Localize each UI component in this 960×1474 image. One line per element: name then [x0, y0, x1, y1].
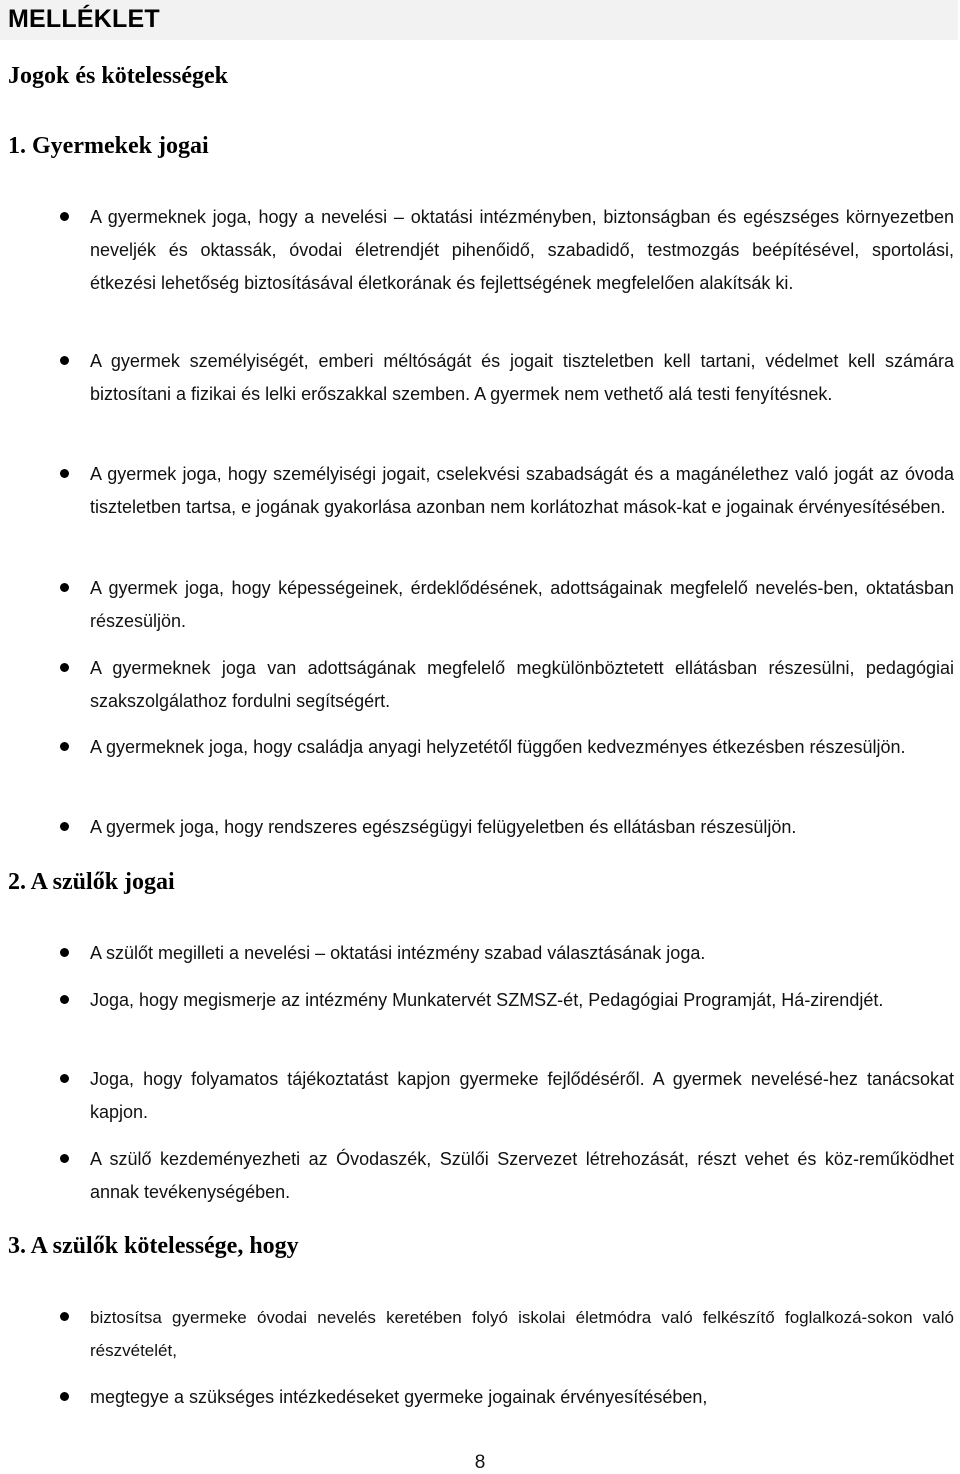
list-item: Joga, hogy megismerje az intézmény Munkatervét SZMSZ-ét, Pedagógiai Programját, Há-zirendjét.: [90, 984, 954, 1017]
list-item: biztosítsa gyermeke óvodai nevelés keretében folyó iskolai életmódra való felkészítő foglalkozá-sokon való részvételét,: [90, 1301, 954, 1367]
bullet-icon: [60, 948, 69, 957]
bullet-icon: [60, 1312, 69, 1321]
list-item: A gyermeknek joga van adottságának megfelelő megkülönböztetett ellátásban részesülni, pedagógiai szakszolgálathoz fordulni segítségért.: [90, 652, 954, 718]
list-item: A gyermek joga, hogy személyiségi jogait, cselekvési szabadságát és a magánélethez való jogát az óvoda tiszteletben tartsa, e jogának gyakorlása azonban nem korlátozhat mások-kat e jogainak érvényesítésében.: [90, 458, 954, 524]
bullet-icon: [60, 822, 69, 831]
list-item: A szülőt megilleti a nevelési – oktatási intézmény szabad választásának joga.: [90, 937, 954, 970]
list-item: Joga, hogy folyamatos tájékoztatást kapjon gyermeke fejlődéséről. A gyermek nevelésé-hez tanácsokat kapjon.: [90, 1063, 954, 1129]
document-title: MELLÉKLET: [8, 5, 160, 33]
document-subtitle: Jogok és kötelességek: [8, 63, 228, 89]
section-heading-parents-rights: 2. A szülők jogai: [8, 869, 175, 895]
list-item: A gyermek joga, hogy rendszeres egészségügyi felügyeletben és ellátásban részesüljön.: [90, 811, 954, 844]
list-item: A gyermeknek joga, hogy a nevelési – oktatási intézményben, biztonságban és egészséges környezetben neveljék és oktassák, óvodai életrendjét pihenőidő, szabadidő, testmozgás beépítésével, sportolási, étkezési lehetőség biztosításával életkorának és fejlettségének megfelelően alakítsák ki.: [90, 201, 954, 300]
bullet-icon: [60, 356, 69, 365]
section-heading-children-rights: 1. Gyermekek jogai: [8, 133, 209, 159]
bullet-icon: [60, 742, 69, 751]
list-item: A szülő kezdeményezheti az Óvodaszék, Szülői Szervezet létrehozását, részt vehet és köz-reműködhet annak tevékenységében.: [90, 1143, 954, 1209]
section-heading-parents-duties: 3. A szülők kötelessége, hogy: [8, 1233, 299, 1259]
list-item: A gyermeknek joga, hogy családja anyagi helyzetétől függően kedvezményes étkezésben részesüljön.: [90, 731, 954, 764]
page-number: 8: [474, 1452, 486, 1473]
list-item: megtegye a szükséges intézkedéseket gyermeke jogainak érvényesítésében,: [90, 1381, 954, 1414]
bullet-icon: [60, 995, 69, 1004]
bullet-icon: [60, 663, 69, 672]
bullet-icon: [60, 1074, 69, 1083]
list-item: A gyermek joga, hogy képességeinek, érdeklődésének, adottságainak megfelelő nevelés-ben, oktatásban részesüljön.: [90, 572, 954, 638]
bullet-icon: [60, 1392, 69, 1401]
list-item: A gyermek személyiségét, emberi méltóságát és jogait tiszteletben kell tartani, védelmet kell számára biztosítani a fizikai és lelki erőszakkal szemben. A gyermek nem vethető alá testi fenyítésnek.: [90, 345, 954, 411]
bullet-icon: [60, 583, 69, 592]
bullet-icon: [60, 212, 69, 221]
bullet-icon: [60, 1154, 69, 1163]
bullet-icon: [60, 469, 69, 478]
